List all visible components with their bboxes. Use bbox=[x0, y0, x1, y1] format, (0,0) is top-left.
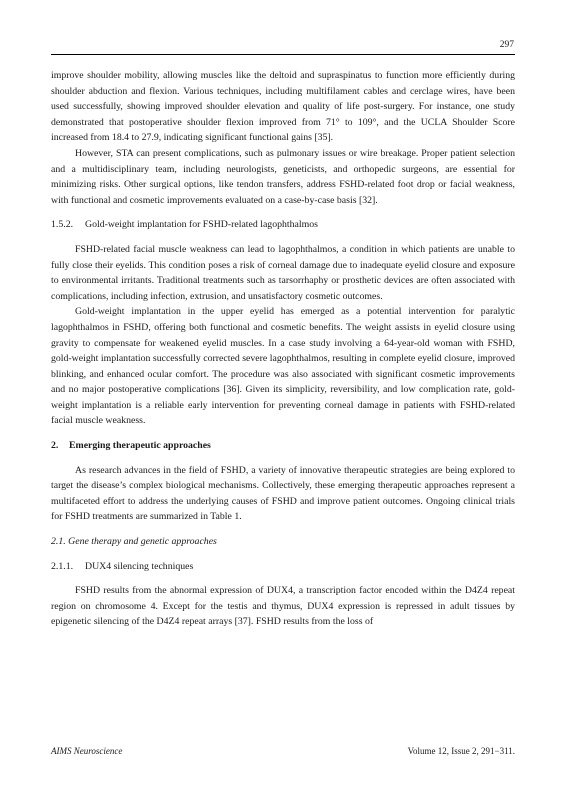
volume-info: Volume 12, Issue 2, 291−311. bbox=[407, 746, 515, 756]
subsection-title: DUX4 silencing techniques bbox=[85, 560, 194, 572]
section-title: Emerging therapeutic approaches bbox=[69, 440, 211, 452]
paragraph-dux4: FSHD results from the abnormal expression of DUX4, a transcription factor encoded within the D4Z4 repeat region on chromosome 4. Except for the testis and thymus, DUX4 expression is repressed in adult tissues by epigenetic silencing of the D4Z4 repeat arrays [37]. FSHD results from the loss of bbox=[51, 585, 515, 628]
subsection-number: 1.5.2. bbox=[51, 219, 74, 231]
paragraph-lagophthalmos: FSHD-related facial muscle weakness can lead to lagophthalmos, a condition in which patients are unable to fully close their eyelids. This condition poses a risk of corneal damage due to inadequate eyelid closure and exposure to environmental irritants. Traditional treatments such as tarsorrhaphy or prosthetic devices are often associated with complications, including infection, extrusion, and unsatisfactory cosmetic outcomes. bbox=[51, 243, 515, 302]
paragraph-shoulder-mobility: improve shoulder mobility, allowing muscles like the deltoid and supraspinatus to function more efficiently during shoulder abduction and flexion. Various techniques, including multifilament cables and cerclage wires, have been used successfully, showing improved shoulder elevation and quality of life post-surgery. For instance, one study demonstrated that postoperative shoulder flexion improved from 71° to 109°, and the UCLA Shoulder Score increased from 18.4 to 27.9, indicating significant functional gains [35]. bbox=[51, 70, 515, 144]
paragraph-gold-weight: Gold-weight implantation in the upper eyelid has emerged as a potential intervention for paralytic lagophthalmos in FSHD, offering both functional and cosmetic benefits. The weight assists in eyelid closure using gravity to compensate for weakened eyelid muscles. In a case study involving a 64-year-old woman with FSHD, gold-weight implantation successfully corrected severe lagophthalmos, resulting in complete eyelid closure, improved blinking, and enhanced ocular comfort. The procedure was also associated with significant cosmetic improvements and no major postoperative complications [36]. Given its simplicity, reversibility, and low complication rate, gold-weight implantation is a reliable early intervention for preventing corneal damage in patients with FSHD-related facial muscle weakness. bbox=[51, 306, 515, 427]
subsection-heading-2-1: 2.1. Gene therapy and genetic approaches bbox=[51, 536, 217, 548]
subsection-heading-2-1-1 bbox=[51, 559, 515, 575]
header-rule bbox=[51, 54, 515, 55]
body-text bbox=[51, 68, 515, 630]
subsection-title: Gold-weight implantation for FSHD-related lagophthalmos bbox=[85, 219, 318, 231]
journal-name: AIMS Neuroscience bbox=[51, 746, 123, 756]
subsection-number: 2.1.1. bbox=[51, 560, 74, 572]
paragraph-emerging-approaches: As research advances in the field of FSHD, a variety of innovative therapeutic strategies are being explored to target the disease’s complex biological mechanisms. Collectively, these emerging therapeutic approaches represent a multifaceted effort to address the underlying causes of FSHD and improve patient outcomes. Ongoing clinical trials for FSHD treatments are summarized in Table 1. bbox=[51, 464, 515, 523]
section-number: 2. bbox=[51, 440, 59, 452]
subsection-heading-1-5-2 bbox=[51, 217, 515, 233]
section-heading-2 bbox=[51, 438, 515, 454]
paragraph-sta-complications: However, STA can present complications, such as pulmonary issues or wire breakage. Proper patient selection and a multidisciplinary team, including neurologists, geneticists, and orthopedic surgeons, are essential for minimizing risks. Other surgical options, like tendon transfers, address FSHD-related foot drop or facial weakness, with functional and cosmetic improvements evaluated on a case-by-case basis [32]. bbox=[51, 147, 515, 206]
page-number: 297 bbox=[499, 40, 514, 50]
